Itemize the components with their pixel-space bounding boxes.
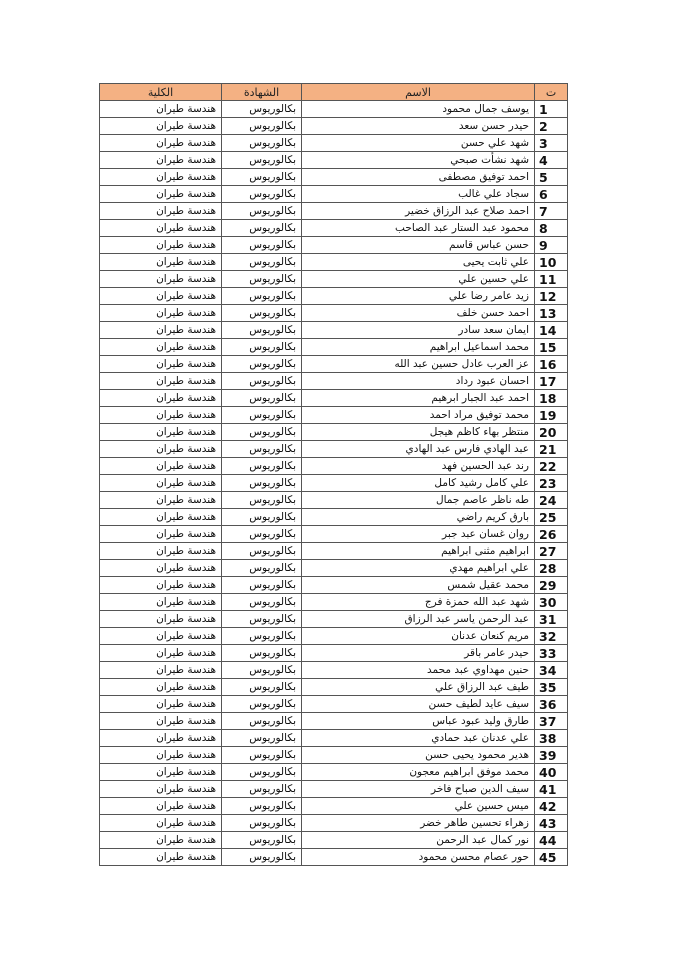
cell-num: 12 [535, 288, 568, 305]
table-row [100, 186, 568, 203]
cell-degree: بكالوريوس [222, 645, 302, 662]
table-row [100, 424, 568, 441]
cell-college: هندسة طيران [100, 169, 222, 186]
cell-num: 25 [535, 509, 568, 526]
cell-num: 40 [535, 764, 568, 781]
cell-college: هندسة طيران [100, 271, 222, 288]
table-row [100, 832, 568, 849]
cell-college: هندسة طيران [100, 101, 222, 118]
table-row [100, 203, 568, 220]
cell-college: هندسة طيران [100, 815, 222, 832]
cell-degree: بكالوريوس [222, 288, 302, 305]
cell-name: احمد حسن خلف [302, 305, 535, 322]
cell-college: هندسة طيران [100, 849, 222, 866]
cell-num: 42 [535, 798, 568, 815]
cell-num: 5 [535, 169, 568, 186]
header-name: الاسم [302, 84, 535, 101]
cell-name: علي ابراهيم مهدي [302, 560, 535, 577]
cell-degree: بكالوريوس [222, 543, 302, 560]
table-row [100, 492, 568, 509]
cell-college: هندسة طيران [100, 747, 222, 764]
cell-num: 32 [535, 628, 568, 645]
cell-name: نور كمال عبد الرحمن [302, 832, 535, 849]
cell-name: عز العرب عادل حسين عبد الله [302, 356, 535, 373]
cell-name: طه ناظر عاصم جمال [302, 492, 535, 509]
cell-degree: بكالوريوس [222, 424, 302, 441]
cell-num: 7 [535, 203, 568, 220]
cell-college: هندسة طيران [100, 730, 222, 747]
cell-name: هدير محمود يحيى حسن [302, 747, 535, 764]
cell-num: 1 [535, 101, 568, 118]
cell-name: علي كامل رشيد كامل [302, 475, 535, 492]
cell-name: احسان عبود رداد [302, 373, 535, 390]
table-row [100, 849, 568, 866]
cell-num: 22 [535, 458, 568, 475]
cell-degree: بكالوريوس [222, 781, 302, 798]
cell-num: 6 [535, 186, 568, 203]
table-row [100, 407, 568, 424]
cell-degree: بكالوريوس [222, 152, 302, 169]
cell-num: 14 [535, 322, 568, 339]
cell-degree: بكالوريوس [222, 764, 302, 781]
cell-name: حيدر عامر باقر [302, 645, 535, 662]
cell-name: ابراهيم مثنى ابراهيم [302, 543, 535, 560]
cell-num: 13 [535, 305, 568, 322]
cell-college: هندسة طيران [100, 118, 222, 135]
cell-college: هندسة طيران [100, 628, 222, 645]
cell-name: زيد عامر رضا علي [302, 288, 535, 305]
cell-degree: بكالوريوس [222, 747, 302, 764]
cell-college: هندسة طيران [100, 611, 222, 628]
cell-name: حيدر حسن سعد [302, 118, 535, 135]
table-row [100, 611, 568, 628]
cell-name: عبد الهادي فارس عبد الهادي [302, 441, 535, 458]
cell-name: شهد نشأت صبحي [302, 152, 535, 169]
table-row [100, 458, 568, 475]
table-row [100, 339, 568, 356]
cell-college: هندسة طيران [100, 322, 222, 339]
cell-name: منتظر بهاء كاظم هيجل [302, 424, 535, 441]
cell-num: 45 [535, 849, 568, 866]
cell-name: يوسف جمال محمود [302, 101, 535, 118]
cell-num: 44 [535, 832, 568, 849]
cell-name: عبد الرحمن ياسر عبد الرزاق [302, 611, 535, 628]
cell-degree: بكالوريوس [222, 322, 302, 339]
cell-num: 4 [535, 152, 568, 169]
cell-name: طيف عبد الرزاق علي [302, 679, 535, 696]
cell-name: زهراء تحسين طاهر خضر [302, 815, 535, 832]
cell-degree: بكالوريوس [222, 101, 302, 118]
table-row [100, 730, 568, 747]
cell-num: 24 [535, 492, 568, 509]
cell-college: هندسة طيران [100, 203, 222, 220]
cell-name: سيف الدين صباح فاخر [302, 781, 535, 798]
cell-name: محمد اسماعيل ابراهيم [302, 339, 535, 356]
cell-name: مريم كنعان عدنان [302, 628, 535, 645]
cell-college: هندسة طيران [100, 373, 222, 390]
header-degree: الشهادة [222, 84, 302, 101]
students-table [99, 83, 568, 866]
cell-college: هندسة طيران [100, 679, 222, 696]
table-row [100, 390, 568, 407]
cell-college: هندسة طيران [100, 594, 222, 611]
cell-degree: بكالوريوس [222, 237, 302, 254]
cell-degree: بكالوريوس [222, 730, 302, 747]
cell-num: 18 [535, 390, 568, 407]
cell-name: علي ثابت يحيى [302, 254, 535, 271]
cell-name: علي عدنان عبد حمادي [302, 730, 535, 747]
cell-degree: بكالوريوس [222, 458, 302, 475]
table-row [100, 594, 568, 611]
table-row [100, 577, 568, 594]
table-row [100, 237, 568, 254]
cell-num: 31 [535, 611, 568, 628]
cell-degree: بكالوريوس [222, 169, 302, 186]
table-row [100, 271, 568, 288]
cell-college: هندسة طيران [100, 475, 222, 492]
cell-degree: بكالوريوس [222, 815, 302, 832]
table-row [100, 152, 568, 169]
cell-name: محمد توفيق مراد احمد [302, 407, 535, 424]
cell-degree: بكالوريوس [222, 254, 302, 271]
cell-college: هندسة طيران [100, 696, 222, 713]
cell-college: هندسة طيران [100, 186, 222, 203]
cell-num: 9 [535, 237, 568, 254]
table-row [100, 781, 568, 798]
cell-num: 21 [535, 441, 568, 458]
cell-num: 29 [535, 577, 568, 594]
cell-num: 11 [535, 271, 568, 288]
cell-num: 2 [535, 118, 568, 135]
table-row [100, 305, 568, 322]
cell-num: 28 [535, 560, 568, 577]
cell-name: علي حسين علي [302, 271, 535, 288]
table-row [100, 118, 568, 135]
table-row [100, 322, 568, 339]
header-college: الكلية [100, 84, 222, 101]
cell-college: هندسة طيران [100, 798, 222, 815]
cell-college: هندسة طيران [100, 713, 222, 730]
cell-num: 35 [535, 679, 568, 696]
table-row [100, 526, 568, 543]
table-row [100, 815, 568, 832]
table-row [100, 135, 568, 152]
table-row [100, 101, 568, 118]
cell-degree: بكالوريوس [222, 186, 302, 203]
cell-degree: بكالوريوس [222, 662, 302, 679]
cell-college: هندسة طيران [100, 662, 222, 679]
cell-college: هندسة طيران [100, 645, 222, 662]
cell-college: هندسة طيران [100, 152, 222, 169]
cell-name: سيف عايد لطيف حسن [302, 696, 535, 713]
cell-name: حنين مهداوي عبد محمد [302, 662, 535, 679]
cell-college: هندسة طيران [100, 577, 222, 594]
cell-degree: بكالوريوس [222, 118, 302, 135]
cell-num: 8 [535, 220, 568, 237]
cell-college: هندسة طيران [100, 832, 222, 849]
cell-college: هندسة طيران [100, 458, 222, 475]
cell-degree: بكالوريوس [222, 509, 302, 526]
cell-name: طارق وليد عبود عباس [302, 713, 535, 730]
cell-degree: بكالوريوس [222, 594, 302, 611]
cell-college: هندسة طيران [100, 390, 222, 407]
cell-degree: بكالوريوس [222, 696, 302, 713]
cell-name: حور عصام محسن محمود [302, 849, 535, 866]
cell-degree: بكالوريوس [222, 305, 302, 322]
cell-college: هندسة طيران [100, 509, 222, 526]
cell-num: 38 [535, 730, 568, 747]
table-row [100, 373, 568, 390]
cell-college: هندسة طيران [100, 424, 222, 441]
cell-degree: بكالوريوس [222, 356, 302, 373]
cell-college: هندسة طيران [100, 254, 222, 271]
cell-college: هندسة طيران [100, 492, 222, 509]
cell-degree: بكالوريوس [222, 492, 302, 509]
header-num: ت [535, 84, 568, 101]
cell-num: 34 [535, 662, 568, 679]
cell-college: هندسة طيران [100, 135, 222, 152]
cell-degree: بكالوريوس [222, 135, 302, 152]
table-row [100, 220, 568, 237]
cell-degree: بكالوريوس [222, 798, 302, 815]
cell-degree: بكالوريوس [222, 203, 302, 220]
cell-college: هندسة طيران [100, 288, 222, 305]
cell-num: 20 [535, 424, 568, 441]
table-row [100, 543, 568, 560]
cell-num: 19 [535, 407, 568, 424]
cell-name: ايمان سعد سادر [302, 322, 535, 339]
cell-degree: بكالوريوس [222, 560, 302, 577]
cell-degree: بكالوريوس [222, 849, 302, 866]
cell-num: 15 [535, 339, 568, 356]
cell-college: هندسة طيران [100, 237, 222, 254]
cell-degree: بكالوريوس [222, 713, 302, 730]
cell-college: هندسة طيران [100, 543, 222, 560]
table-row [100, 441, 568, 458]
cell-name: احمد صلاح عبد الرزاق خضير [302, 203, 535, 220]
cell-name: احمد عبد الجبار ابرهيم [302, 390, 535, 407]
cell-name: محمود عبد الستار عبد الصاحب [302, 220, 535, 237]
cell-name: شهد علي حسن [302, 135, 535, 152]
table-header-row [100, 84, 568, 101]
cell-college: هندسة طيران [100, 781, 222, 798]
cell-num: 36 [535, 696, 568, 713]
table-row [100, 747, 568, 764]
table-row [100, 356, 568, 373]
cell-degree: بكالوريوس [222, 407, 302, 424]
cell-degree: بكالوريوس [222, 679, 302, 696]
cell-college: هندسة طيران [100, 356, 222, 373]
cell-college: هندسة طيران [100, 220, 222, 237]
cell-degree: بكالوريوس [222, 441, 302, 458]
cell-num: 30 [535, 594, 568, 611]
table-row [100, 288, 568, 305]
table-row [100, 475, 568, 492]
cell-degree: بكالوريوس [222, 611, 302, 628]
cell-num: 43 [535, 815, 568, 832]
cell-degree: بكالوريوس [222, 475, 302, 492]
table-row [100, 764, 568, 781]
cell-num: 39 [535, 747, 568, 764]
table-row [100, 662, 568, 679]
cell-name: حسن عباس قاسم [302, 237, 535, 254]
table-row [100, 254, 568, 271]
cell-name: محمد عقيل شمس [302, 577, 535, 594]
cell-name: بارق كريم راضي [302, 509, 535, 526]
cell-name: محمد موفق ابراهيم معجون [302, 764, 535, 781]
cell-name: شهد عبد الله حمزة فرج [302, 594, 535, 611]
cell-num: 10 [535, 254, 568, 271]
cell-college: هندسة طيران [100, 560, 222, 577]
cell-college: هندسة طيران [100, 441, 222, 458]
table-row [100, 696, 568, 713]
cell-degree: بكالوريوس [222, 832, 302, 849]
table-row [100, 679, 568, 696]
cell-num: 27 [535, 543, 568, 560]
cell-num: 26 [535, 526, 568, 543]
table-row [100, 169, 568, 186]
table-row [100, 798, 568, 815]
table-row [100, 645, 568, 662]
cell-num: 16 [535, 356, 568, 373]
cell-num: 17 [535, 373, 568, 390]
table-row [100, 713, 568, 730]
cell-num: 41 [535, 781, 568, 798]
cell-college: هندسة طيران [100, 764, 222, 781]
cell-degree: بكالوريوس [222, 373, 302, 390]
cell-degree: بكالوريوس [222, 220, 302, 237]
cell-num: 23 [535, 475, 568, 492]
cell-college: هندسة طيران [100, 407, 222, 424]
cell-degree: بكالوريوس [222, 628, 302, 645]
cell-degree: بكالوريوس [222, 339, 302, 356]
cell-college: هندسة طيران [100, 526, 222, 543]
cell-name: ميس حسين علي [302, 798, 535, 815]
cell-name: رند عبد الحسين فهد [302, 458, 535, 475]
table-row [100, 560, 568, 577]
table-row [100, 628, 568, 645]
cell-name: سجاد علي غالب [302, 186, 535, 203]
table-row [100, 509, 568, 526]
cell-degree: بكالوريوس [222, 526, 302, 543]
cell-name: روان غسان عبد جبر [302, 526, 535, 543]
cell-name: احمد توفيق مصطفى [302, 169, 535, 186]
cell-college: هندسة طيران [100, 305, 222, 322]
cell-num: 33 [535, 645, 568, 662]
cell-college: هندسة طيران [100, 339, 222, 356]
cell-degree: بكالوريوس [222, 390, 302, 407]
cell-num: 3 [535, 135, 568, 152]
cell-degree: بكالوريوس [222, 271, 302, 288]
cell-num: 37 [535, 713, 568, 730]
cell-degree: بكالوريوس [222, 577, 302, 594]
